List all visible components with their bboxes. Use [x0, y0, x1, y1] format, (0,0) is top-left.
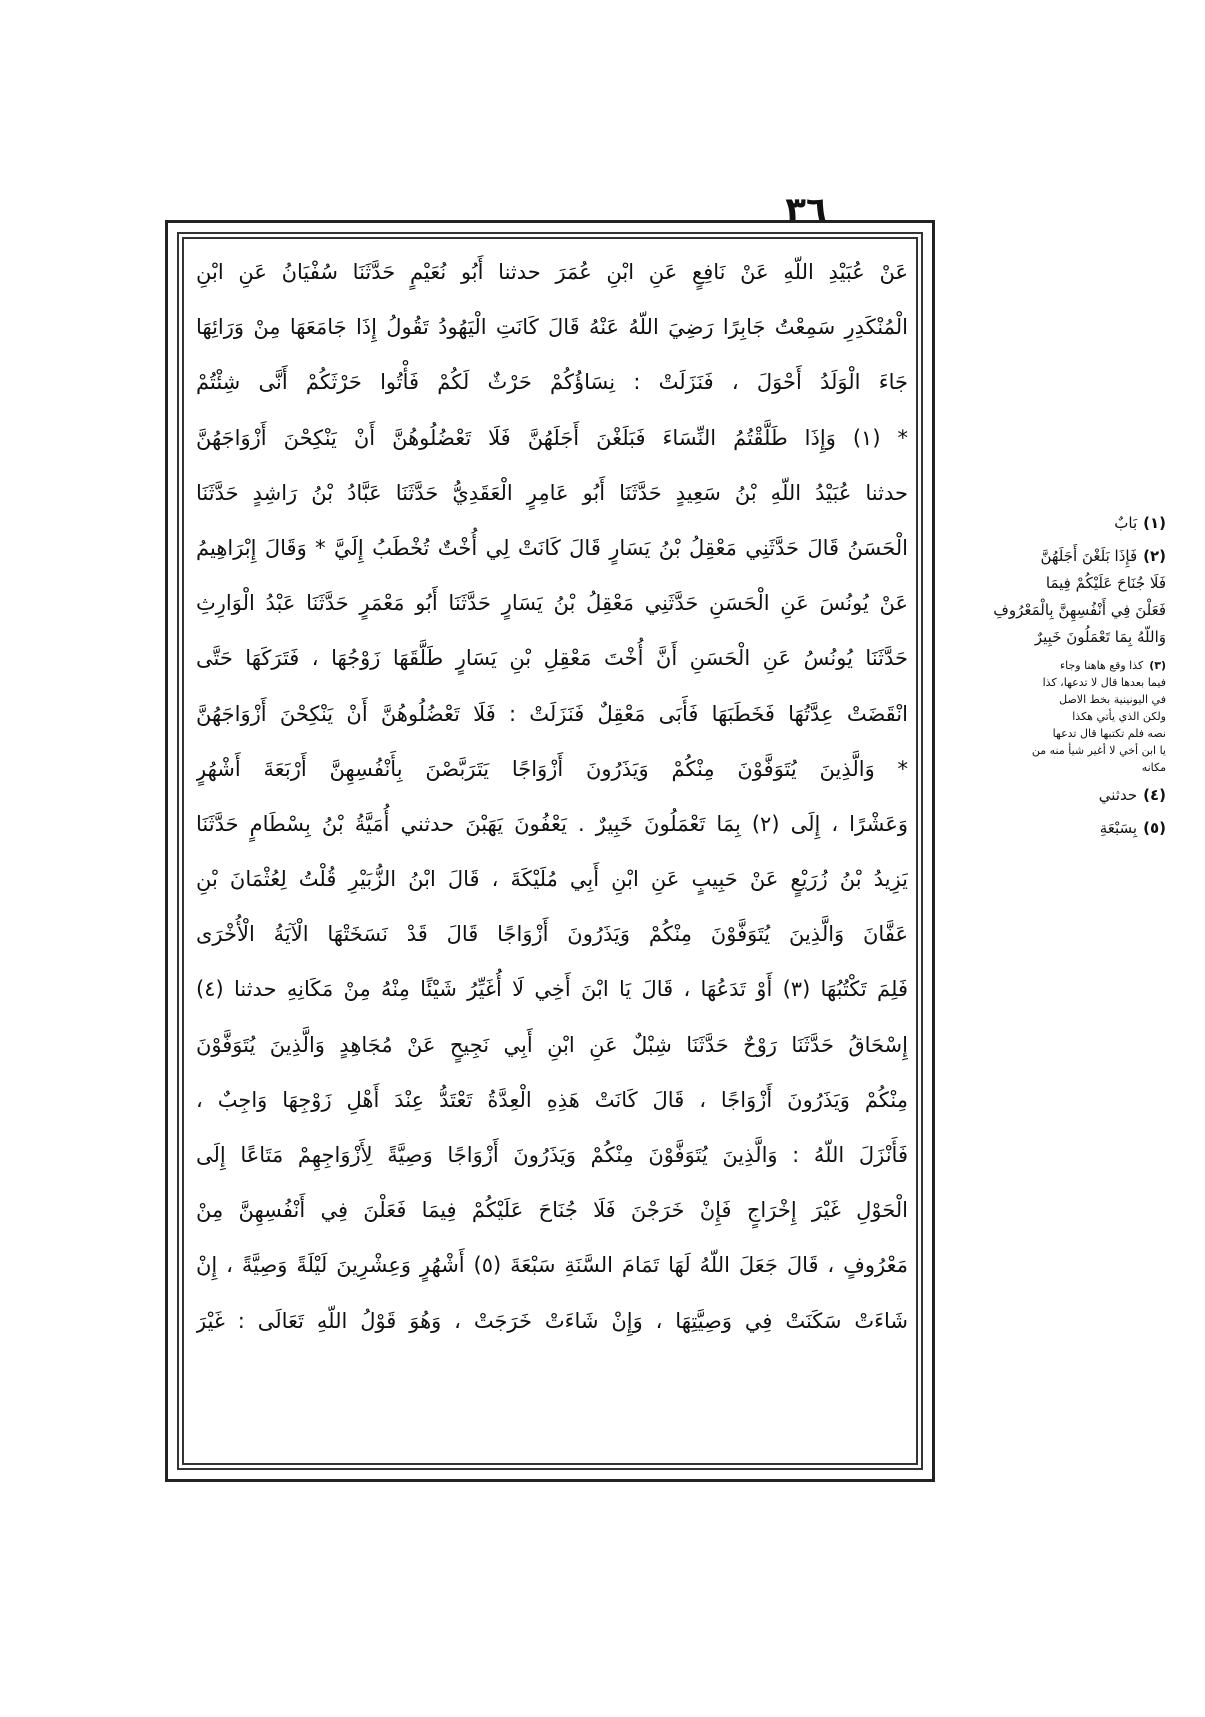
note-line [876, 657, 1166, 674]
text-line: وَعَشْرًا ، إِلَى (٢) بِمَا تَعْمَلُونَ خَبِيرٌ . يَعْفُونَ يَهَبْنَ حدثني أُمَيَّةُ بْنُ بِسْطَامٍ حَدَّثَنَا [196, 811, 908, 836]
note-line [876, 815, 1166, 842]
note-text: فَعَلْنَ فِي أَنْفُسِهِنَّ بِالْمَعْرُوفِ [993, 601, 1166, 619]
margin-note [876, 510, 1166, 537]
note-text: بِسَبْعَةِ [1099, 819, 1138, 837]
note-line [876, 624, 1166, 651]
note-text: يا ابن أخي لا أغير شيأ منه من [1031, 744, 1166, 757]
text-line: * وَالَّذِينَ يُتَوَفَّوْنَ مِنْكُمْ وَيَذَرُونَ أَزْوَاجًا يَتَرَبَّصْنَ بِأَنْفُسِهِنَّ أَرْبَعَةَ أَشْهُرٍ [196, 756, 908, 781]
text-line: عَنْ عُبَيْدِ اللّهِ عَنْ نَافِعٍ عَنِ ابْنِ عُمَرَ حدثنا أَبُو نُعَيْمٍ حَدَّثَنَا سُفْيَانُ عَنِ ابْنِ [196, 260, 908, 284]
page-number: ٣٦ [785, 190, 827, 230]
note-text: فيما بعدها قال لا تدعها، كذا [1042, 676, 1166, 689]
text-line: مَعْرُوفٍ ، قَالَ جَعَلَ اللّهُ لَهَا تَمَامَ السَّنَةِ سَبْعَةَ (٥) أَشْهُرٍ وَعِشْرِينَ لَيْلَةً وَصِيَّةً ، إِنْ [196, 1253, 908, 1278]
margin-note [876, 815, 1166, 842]
note-text: وَاللّهُ بِمَا تَعْمَلُونَ خَبِيرٌ [1034, 628, 1166, 646]
note-number: (٣) [1149, 659, 1166, 672]
note-number: (٤) [1143, 786, 1166, 804]
text-line: عَنْ يُونُسَ عَنِ الْحَسَنِ حَدَّثَنِي مَعْقِلُ بْنُ يَسَارٍ حَدَّثَنَا أَبُو مَعْمَرٍ حَدَّثَنَا عَبْدُ الْوَارِثِ [196, 591, 908, 616]
note-line [876, 691, 1166, 708]
note-line [876, 674, 1166, 691]
text-line: يَزِيدُ بْنُ زُرَيْعٍ عَنْ حَبِيبٍ عَنِ ابْنِ أَبِي مُلَيْكَةَ ، قَالَ ابْنُ الزُّبَيْرِ قُلْتُ لِعُثْمَانَ بْنِ [196, 867, 908, 892]
note-line [876, 742, 1166, 759]
note-text: بَابٌ [1114, 514, 1138, 532]
text-line: * (١) وَإِذَا طَلَّقْتُمُ النِّسَاءَ فَبَلَغْنَ أَجَلَهُنَّ فَلَا تَعْضُلُوهُنَّ أَنْ يَنْكِحْنَ أَزْوَاجَهُنَّ [196, 425, 908, 450]
text-line: حدثنا عُبَيْدُ اللّهِ بْنُ سَعِيدٍ حَدَّثَنَا أَبُو عَامِرٍ الْعَقَدِيُّ حَدَّثَنَا عَبَّادُ بْنُ رَاشِدٍ حَدَّثَنَا [196, 480, 908, 505]
text-line: فَأَنْزَلَ اللّهُ : وَالَّذِينَ يُتَوَفَّوْنَ مِنْكُمْ وَيَذَرُونَ أَزْوَاجًا وَصِيَّةً لِأَزْوَاجِهِمْ مَتَاعًا إِلَى [196, 1143, 908, 1167]
text-line: الْحَوْلِ غَيْرَ إِخْرَاجٍ فَإِنْ خَرَجْنَ فَلَا جُنَاحَ عَلَيْكُمْ فِيمَا فَعَلْنَ فِي أَنْفُسِهِنَّ مِنْ [196, 1198, 908, 1223]
note-number: (٢) [1143, 547, 1166, 565]
note-number: (١) [1143, 514, 1166, 532]
note-line [876, 543, 1166, 570]
text-line: عَفَّانَ وَالَّذِينَ يُتَوَفَّوْنَ مِنْكُمْ وَيَذَرُونَ أَزْوَاجًا قَالَ قَدْ نَسَخَتْهَا الْآيَةُ الْأُخْرَى [196, 922, 908, 947]
main-text-block [196, 245, 908, 1460]
text-line: حَدَّثَنَا يُونُسُ عَنِ الْحَسَنِ أَنَّ أُخْتَ مَعْقِلِ بْنِ يَسَارٍ طَلَّقَهَا زَوْجُهَا ، فَتَرَكَهَا حَتَّى [196, 646, 908, 671]
margin-notes [876, 510, 1166, 848]
text-line: جَاءَ الْوَلَدُ أَحْوَلَ ، فَنَزَلَتْ : نِسَاؤُكُمْ حَرْثٌ لَكُمْ فَأْتُوا حَرْثَكُمْ أَنَّى شِئْتُمْ [196, 370, 908, 395]
note-line [876, 510, 1166, 537]
text-line: شَاءَتْ سَكَنَتْ فِي وَصِيَّتِهَا ، وَإِنْ شَاءَتْ خَرَجَتْ ، وَهُوَ قَوْلُ اللّهِ تَعَالَى : غَيْرَ [196, 1308, 908, 1333]
text-line: مِنْكُمْ وَيَذَرُونَ أَزْوَاجًا ، قَالَ كَانَتْ هَذِهِ الْعِدَّةُ تَعْتَدُّ عِنْدَ أَهْلِ زَوْجِهَا وَاجِبٌ ، [196, 1087, 908, 1112]
note-line [876, 570, 1166, 597]
note-number: (٥) [1143, 819, 1166, 837]
note-text: كذا وقع هاهنا وجاء [1059, 659, 1144, 672]
note-text: فَلَا جُنَاحَ عَلَيْكُمْ فِيمَا [1045, 574, 1166, 592]
text-line: فَلِمَ تَكْتُبُهَا (٣) أَوْ تَدَعُهَا ، قَالَ يَا ابْنَ أَخِي لَا أُغَيِّرُ شَيْئًا مِنْهُ مِنْ مَكَانِهِ حدثنا (٤) [196, 977, 908, 1002]
note-text: مكانه [1141, 761, 1166, 774]
note-line [876, 597, 1166, 624]
text-line: الْمُنْكَدِرِ سَمِعْتُ جَابِرًا رَضِيَ اللّهُ عَنْهُ قَالَ كَانَتِ الْيَهُودُ تَقُولُ إِذَا جَامَعَهَا مِنْ وَرَائِهَا [196, 315, 908, 340]
note-line [876, 708, 1166, 725]
note-text: نصه فلم تكتبها قال تدعها [1052, 727, 1166, 740]
text-line: إِسْحَاقُ حَدَّثَنَا رَوْحٌ حَدَّثَنَا شِبْلٌ عَنِ ابْنِ أَبِي نَجِيحٍ عَنْ مُجَاهِدٍ وَالَّذِينَ يُتَوَفَّوْنَ [196, 1032, 908, 1057]
note-text: حدثني [1098, 786, 1138, 804]
note-line [876, 782, 1166, 809]
margin-note [876, 543, 1166, 651]
margin-note [876, 782, 1166, 809]
margin-note [876, 657, 1166, 776]
text-line: انْقَضَتْ عِدَّتُهَا فَخَطَبَهَا فَأَبَى مَعْقِلٌ فَنَزَلَتْ : فَلَا تَعْضُلُوهُنَّ أَنْ يَنْكِحْنَ أَزْوَاجَهُنَّ [196, 701, 908, 726]
note-line [876, 725, 1166, 742]
note-text: فَإِذَا بَلَغْنَ أَجَلَهُنَّ [1040, 547, 1138, 565]
note-text: ولكن الذي يأتي هكذا [1072, 710, 1166, 723]
text-line: الْحَسَنُ قَالَ حَدَّثَنِي مَعْقِلُ بْنُ يَسَارٍ قَالَ كَانَتْ لِي أُخْتٌ تُخْطَبُ إِلَيَّ * وَقَالَ إِبْرَاهِيمُ [196, 535, 908, 560]
note-line [876, 759, 1166, 776]
note-text: في اليونينية بخط الاصل [1059, 693, 1166, 706]
